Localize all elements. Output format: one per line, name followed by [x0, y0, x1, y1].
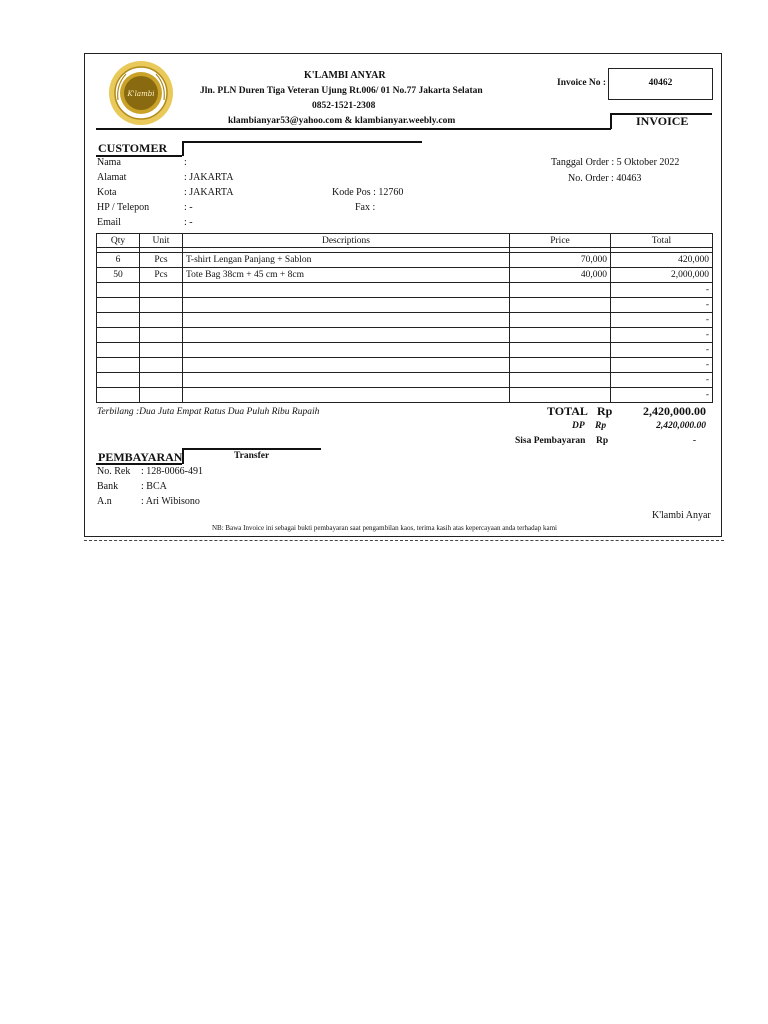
cell-price: 40,000 [510, 268, 611, 283]
total-rp: Rp [597, 404, 613, 418]
table-row [97, 283, 713, 298]
cell-total: - [611, 283, 713, 298]
cell-description: Tote Bag 38cm + 45 cm + 8cm [183, 268, 510, 283]
cell-description [183, 313, 510, 328]
field-label-hp: HP / Telepon [97, 202, 150, 213]
payment-label-bank: Bank [97, 481, 119, 492]
customer-heading: CUSTOMER [98, 141, 168, 155]
cell-unit: Pcs [140, 268, 183, 283]
customer-tick [182, 141, 184, 156]
items-table [96, 233, 713, 403]
footer-note: NB: Bawa Invoice ini sebagai bukti pembayaran saat pengambilan kaos, terima kasih atas kepercayaan anda terhadap kami [212, 524, 558, 532]
no-order: No. Order : 40463 [568, 173, 642, 184]
dp-value: 2,420,000.00 [656, 421, 706, 431]
cell-price [510, 313, 611, 328]
cell-unit [140, 328, 183, 343]
company-phone: 0852-1521-2308 [312, 101, 376, 111]
table-row [97, 313, 713, 328]
field-value-nama: : [184, 157, 187, 168]
header-price: Price [510, 234, 611, 248]
table-row [97, 358, 713, 373]
total-label: TOTAL [547, 404, 588, 418]
company-contact: klambianyar53@yahoo.com & klambianyar.weebly.com [228, 116, 456, 126]
invoice-no-label: Invoice No : [557, 78, 607, 88]
cell-total: 2,000,000 [611, 268, 713, 283]
field-value-kota: : JAKARTA [184, 187, 234, 198]
dp-label: DP [572, 421, 585, 431]
cell-description [183, 388, 510, 403]
payment-value-bank: : BCA [141, 481, 167, 492]
cut-line [84, 540, 724, 541]
cell-qty [97, 328, 140, 343]
cell-qty [97, 283, 140, 298]
cell-unit [140, 298, 183, 313]
payment-heading: PEMBAYARAN [98, 450, 183, 464]
cell-price [510, 373, 611, 388]
cell-price [510, 328, 611, 343]
cell-total: - [611, 298, 713, 313]
header-total: Total [611, 234, 713, 248]
cell-price [510, 283, 611, 298]
table-row [97, 343, 713, 358]
cell-qty [97, 298, 140, 313]
cell-qty: 6 [97, 253, 140, 268]
header-descriptions: Descriptions [183, 234, 510, 248]
cell-total: - [611, 328, 713, 343]
cell-description: T-shirt Lengan Panjang + Sablon [183, 253, 510, 268]
cell-description [183, 343, 510, 358]
fax: Fax : [355, 202, 376, 213]
table-row [97, 268, 713, 283]
kode-pos: Kode Pos : 12760 [332, 187, 404, 198]
header-unit: Unit [140, 234, 183, 248]
cell-price: 70,000 [510, 253, 611, 268]
payment-label-an: A.n [97, 496, 112, 507]
cell-description [183, 283, 510, 298]
cell-price [510, 358, 611, 373]
cell-qty [97, 388, 140, 403]
cell-unit [140, 358, 183, 373]
field-label-email: Email [97, 217, 121, 228]
header-underline [96, 128, 611, 130]
company-name: K'LAMBI ANYAR [304, 70, 386, 81]
payment-value-norek: : 128-0066-491 [141, 466, 203, 477]
table-row [97, 253, 713, 268]
payment-topline [182, 448, 321, 450]
cell-total: - [611, 373, 713, 388]
field-value-alamat: : JAKARTA [184, 172, 234, 183]
cell-description [183, 298, 510, 313]
cell-unit [140, 373, 183, 388]
cell-qty [97, 358, 140, 373]
cell-description [183, 328, 510, 343]
cell-unit [140, 388, 183, 403]
payment-value-an: : Ari Wibisono [141, 496, 200, 507]
cell-qty [97, 313, 140, 328]
cell-total: - [611, 358, 713, 373]
cell-price [510, 343, 611, 358]
sisa-rp: Rp [596, 436, 609, 446]
table-header-row [97, 234, 713, 248]
dp-rp: Rp [595, 421, 607, 431]
tanggal-order: Tanggal Order : 5 Oktober 2022 [551, 157, 680, 168]
payment-tick [182, 448, 184, 464]
cell-description [183, 373, 510, 388]
cell-description [183, 358, 510, 373]
cell-total: - [611, 388, 713, 403]
cell-price [510, 388, 611, 403]
table-row [97, 388, 713, 403]
field-value-hp: : - [184, 202, 193, 213]
field-label-nama: Nama [97, 157, 121, 168]
cell-qty [97, 373, 140, 388]
payment-method: Transfer [234, 451, 270, 461]
cell-unit [140, 313, 183, 328]
field-label-alamat: Alamat [97, 172, 127, 183]
cell-price [510, 298, 611, 313]
field-label-kota: Kota [97, 187, 117, 198]
invoice-no-value: 40462 [648, 78, 673, 88]
header-qty: Qty [97, 234, 140, 248]
table-row [97, 298, 713, 313]
cell-total: 420,000 [611, 253, 713, 268]
cell-qty: 50 [97, 268, 140, 283]
table-row [97, 373, 713, 388]
company-address: Jln. PLN Duren Tiga Veteran Ujung Rt.006/ 01 No.77 Jakarta Selatan [200, 86, 483, 96]
payment-label-norek: No. Rek [97, 466, 131, 477]
cell-total: - [611, 313, 713, 328]
customer-topline [182, 141, 422, 143]
cell-total: - [611, 343, 713, 358]
cell-unit [140, 283, 183, 298]
cell-unit [140, 343, 183, 358]
signature: K'lambi Anyar [652, 510, 711, 521]
invoice-title: INVOICE [636, 114, 689, 128]
terbilang: Terbilang :Dua Juta Empat Ratus Dua Puluh Ribu Rupaih [97, 407, 320, 417]
company-logo-icon [108, 60, 174, 126]
sisa-label: Sisa Pembayaran [515, 436, 586, 446]
total-value: 2,420,000.00 [643, 404, 706, 418]
invoice-title-tick [610, 113, 612, 129]
svg-text:K'lambi: K'lambi [127, 90, 155, 98]
sisa-value: - [692, 436, 696, 446]
payment-underline [96, 463, 182, 465]
field-value-email: : - [184, 217, 193, 228]
cell-unit: Pcs [140, 253, 183, 268]
cell-qty [97, 343, 140, 358]
table-row [97, 328, 713, 343]
